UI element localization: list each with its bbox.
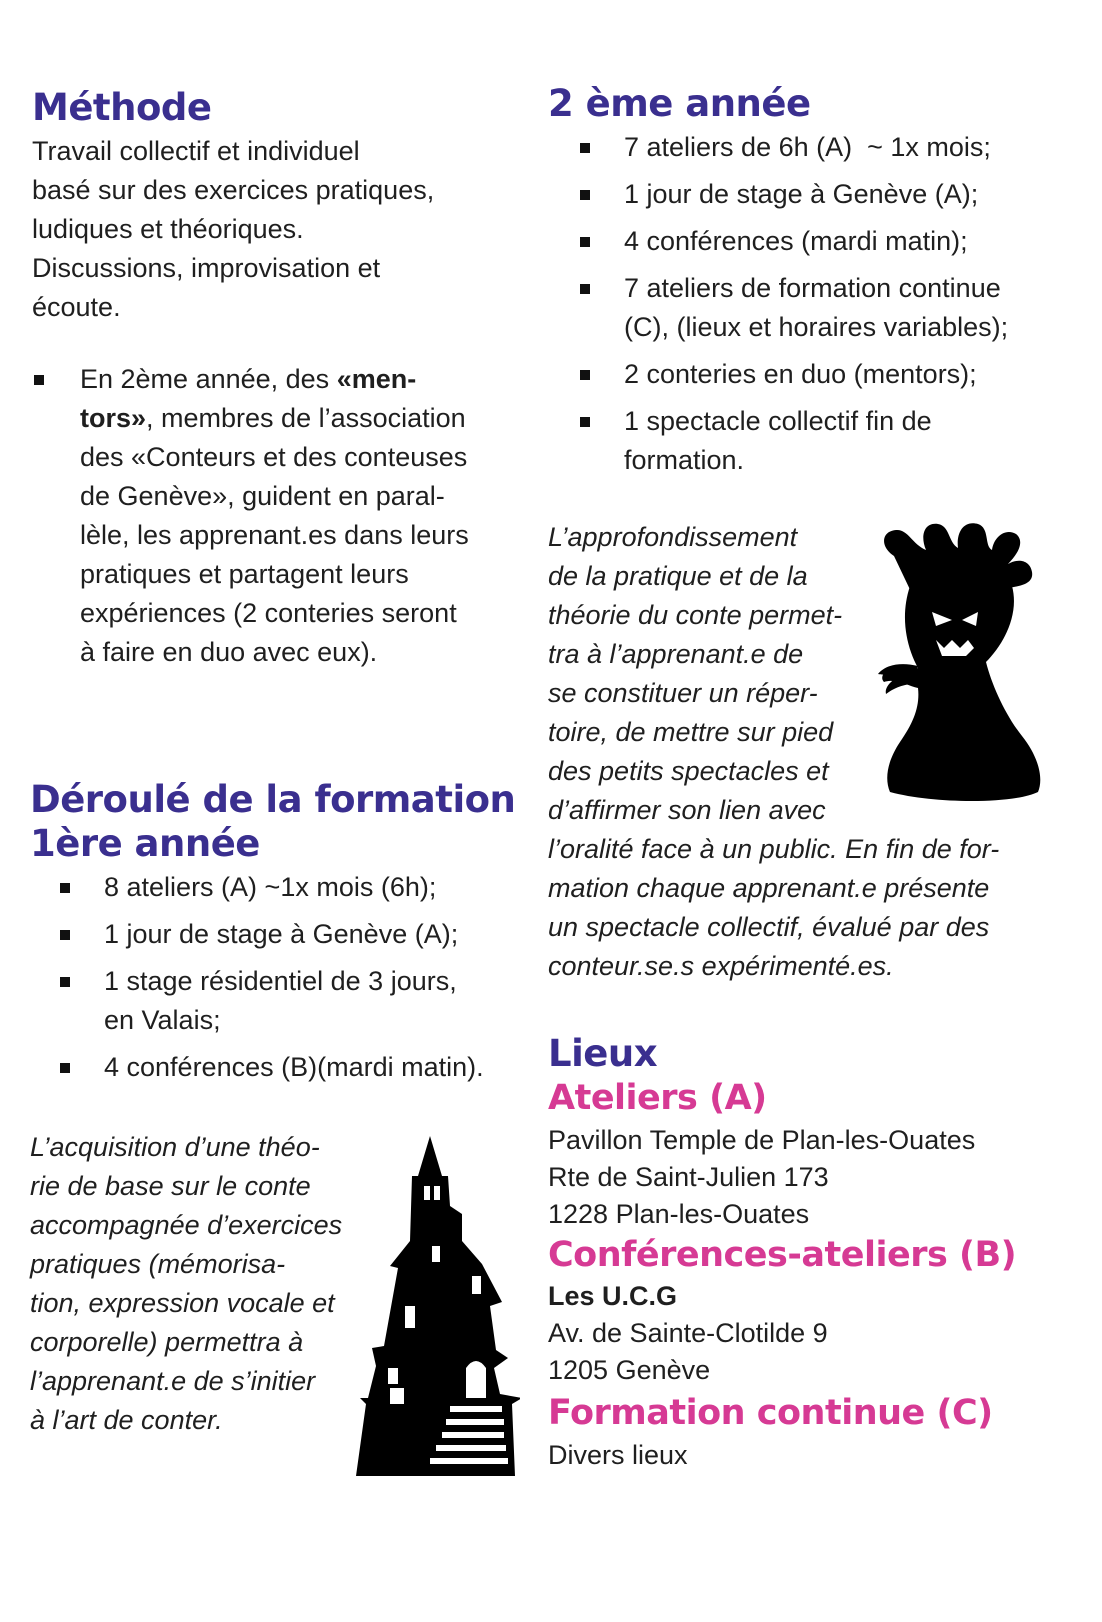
- mentors-pre: En 2ème année, des: [80, 364, 337, 394]
- mentors-line: pratiques et partagent leurs: [80, 559, 409, 589]
- italic-line: se constituer un réper-: [548, 678, 818, 708]
- address-line: Divers lieux: [548, 1440, 688, 1470]
- annee1-list: [56, 868, 536, 1095]
- italic-line: rie de base sur le conte: [30, 1171, 311, 1201]
- address-line: 1205 Genève: [548, 1355, 711, 1385]
- annee2-item: [576, 128, 1056, 167]
- methode-title: Méthode: [32, 86, 212, 129]
- italic-line: à l’art de conter.: [30, 1405, 223, 1435]
- annee2-list: [576, 128, 1056, 488]
- item-line: 4 conférences (mardi matin);: [624, 226, 968, 256]
- annee2-title: 2 ème année: [548, 82, 811, 125]
- bullet-square: [580, 284, 590, 294]
- mentors-line: [80, 360, 522, 399]
- item-line: 8 ateliers (A) ~1x mois (6h);: [104, 872, 437, 902]
- venue-name: Les U.C.G: [548, 1281, 678, 1311]
- bullet-square: [60, 883, 70, 893]
- annee1-item: [56, 962, 536, 1040]
- annee1-item: [56, 1048, 536, 1087]
- italic-line: accompagnée d’exercices: [30, 1210, 343, 1240]
- bullet-square: [580, 190, 590, 200]
- annee2-item: [576, 269, 1056, 347]
- address-line: Pavillon Temple de Plan-les-Ouates: [548, 1125, 976, 1155]
- conferences-heading: Conférences-ateliers (B): [548, 1235, 1017, 1275]
- annee2-item: [576, 222, 1056, 261]
- item-line: 4 conférences (B)(mardi matin).: [104, 1052, 484, 1082]
- bullet-square: [34, 375, 44, 385]
- mentors-line: de Genève», guident en paral-: [80, 481, 445, 511]
- formation-continue-heading: Formation continue (C): [548, 1393, 993, 1433]
- bullet-square: [580, 417, 590, 427]
- item-line: (C), (lieux et horaires variables);: [624, 312, 1009, 342]
- annee2-item: [576, 402, 1056, 480]
- haunted-house-silhouette-icon: [350, 1136, 520, 1476]
- formation-continue-address: [548, 1437, 1068, 1474]
- item-line: 7 ateliers de 6h (A) ~ 1x mois;: [624, 132, 991, 162]
- mentors-line: [80, 399, 522, 438]
- item-line: 1 jour de stage à Genève (A);: [104, 919, 459, 949]
- address-line: 1228 Plan-les-Ouates: [548, 1199, 810, 1229]
- italic-line: tion, expression vocale et: [30, 1288, 335, 1318]
- item-line: 1 stage résidentiel de 3 jours,: [104, 966, 457, 996]
- mentors-line: à faire en duo avec eux).: [80, 637, 378, 667]
- italic-line: de la pratique et de la: [548, 561, 808, 591]
- bullet-square: [60, 1063, 70, 1073]
- italic-line: théorie du conte permet-: [548, 600, 843, 630]
- lieux-title: Lieux: [548, 1032, 658, 1075]
- methode-text: [32, 132, 512, 327]
- annee1-item: [56, 915, 536, 954]
- item-line: formation.: [624, 445, 745, 475]
- italic-line: des petits spectacles et: [548, 756, 829, 786]
- item-line: 1 jour de stage à Genève (A);: [624, 179, 979, 209]
- item-line: 2 conteries en duo (mentors);: [624, 359, 977, 389]
- mentors-line: des «Conteurs et des conteuses: [80, 442, 468, 472]
- methode-line: Discussions, improvisation et: [32, 253, 381, 283]
- annee1-italic-text: [30, 1128, 370, 1440]
- italic-line: un spectacle collectif, évalué par des: [548, 912, 990, 942]
- deroule-title: Déroulé de la formation: [30, 778, 516, 821]
- italic-line: l’apprenant.e de s’initier: [30, 1366, 316, 1396]
- mentors-line: lèle, les apprenant.es dans leurs: [80, 520, 469, 550]
- conferences-address: [548, 1278, 1068, 1389]
- italic-line: d’affirmer son lien avec: [548, 795, 826, 825]
- item-line: en Valais;: [104, 1005, 221, 1035]
- bullet-square: [580, 237, 590, 247]
- bullet-square: [60, 977, 70, 987]
- mentors-bold: «men-: [336, 364, 417, 394]
- italic-line: L’approfondissement: [548, 522, 798, 552]
- methode-line: Travail collectif et individuel: [32, 136, 360, 166]
- italic-line: toire, de mettre sur pied: [548, 717, 834, 747]
- item-line: 7 ateliers de formation continue: [624, 273, 1001, 303]
- annee2-item: [576, 175, 1056, 214]
- bullet-square: [580, 370, 590, 380]
- deroule-subtitle: 1ère année: [30, 822, 260, 865]
- monster-silhouette-icon: [874, 516, 1050, 806]
- annee2-item: [576, 355, 1056, 394]
- mentors-rest: , membres de l’association: [146, 403, 466, 433]
- italic-line: L’acquisition d’une théo-: [30, 1132, 320, 1162]
- italic-line: l’oralité face à un public. En fin de for-: [548, 834, 1000, 864]
- italic-line: corporelle) permettra à: [30, 1327, 304, 1357]
- annee1-item: [56, 868, 536, 907]
- ateliers-address: [548, 1122, 1068, 1233]
- bullet-square: [580, 143, 590, 153]
- mentors-bold: tors»: [80, 403, 147, 433]
- methode-line: basé sur des exercices pratiques,: [32, 175, 435, 205]
- bullet-square: [60, 930, 70, 940]
- mentors-line: expériences (2 conteries seront: [80, 598, 457, 628]
- methode-line: ludiques et théoriques.: [32, 214, 304, 244]
- mentors-bullet: [32, 360, 522, 672]
- item-line: 1 spectacle collectif fin de: [624, 406, 932, 436]
- italic-line: tra à l’apprenant.e de: [548, 639, 804, 669]
- address-line: Rte de Saint-Julien 173: [548, 1162, 829, 1192]
- italic-line: mation chaque apprenant.e présente: [548, 873, 990, 903]
- address-line: Av. de Sainte-Clotilde 9: [548, 1318, 828, 1348]
- italic-line: pratiques (mémorisa-: [30, 1249, 286, 1279]
- ateliers-heading: Ateliers (A): [548, 1078, 767, 1118]
- methode-line: écoute.: [32, 292, 121, 322]
- italic-line: conteur.se.s expérimenté.es.: [548, 951, 894, 981]
